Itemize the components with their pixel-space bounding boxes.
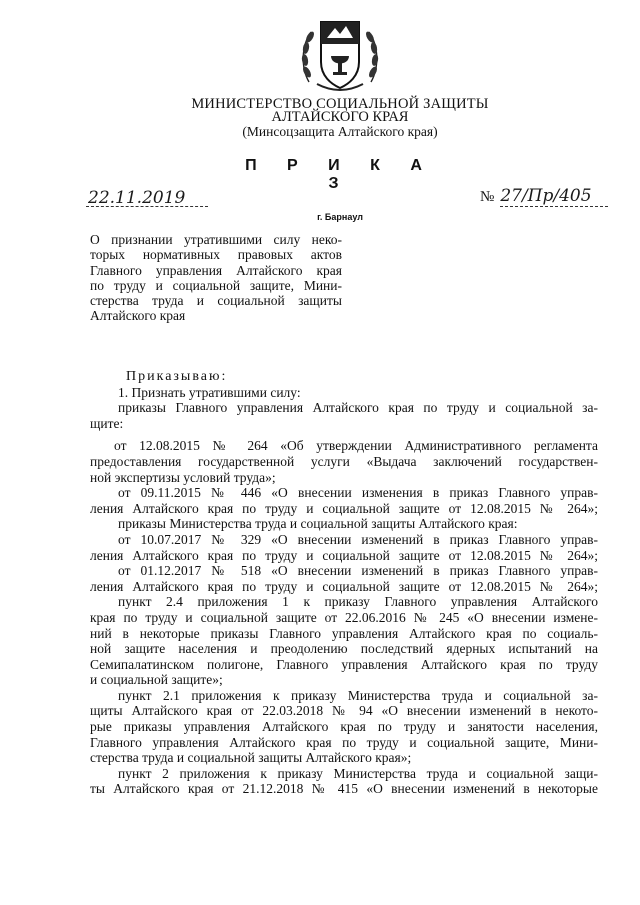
body-line: приказы Главного управления Алтайского края по труду и социальной за- [118,400,598,416]
order-title [90,232,342,324]
handwritten-order-number: 27/Пр/405 [500,186,592,206]
title-line: О признании утратившими силу неко- [90,232,342,247]
title-line: Алтайского края [90,308,186,324]
body-line: ления Алтайского края по труду и социальной защите от 12.08.2015 № 264»; [90,500,598,516]
body-line: края по труду и социальной защите от 22.06.2016 № 245 «О внесении измене- [90,609,598,625]
title-line: стерства труда и социальной защиты [90,293,342,309]
order-body [90,369,598,797]
title-line: Главного управления Алтайского края [90,262,342,278]
number-sign: № [480,189,495,205]
coat-of-arms-emblem [297,12,383,98]
body-line: ления Алтайского края по труду и социальной защите от 12.08.2015 № 264»; [90,547,598,563]
body-line: пункт 2 приложения к приказу Министерства труда и социальной защи- [118,765,598,781]
body-line: ний в некоторые приказы Главного управления Алтайского края по социаль- [90,625,598,641]
body-line: ления Алтайского края по труду и социальной защите от 12.08.2015 № 264»; [90,578,598,594]
body-line: пункт 2.1 приложения к приказу Министерства труда и социальной за- [118,687,598,703]
body-line: приказы Министерства труда и социальной защиты Алтайского края: [118,516,518,532]
title-line: торых нормативных правовых актов [90,247,342,263]
number-underline [500,206,608,207]
body-line: щиты Алтайского края от 22.03.2018 № 94 «О внесении изменений в некото- [90,703,598,719]
ministry-region-line: АЛТАЙСКОГО КРАЯ [271,109,409,125]
body-line: ты Алтайского края от 21.12.2018 № 415 «О внесении изменений в некоторые [90,781,598,797]
body-line: предоставления государственной услуги «Выдача заключений государствен- [90,453,598,469]
date-underline [86,206,208,207]
order-directive: Приказываю: [126,369,228,384]
body-line: от 10.07.2017 № 329 «О внесении изменений в приказ Главного управ- [118,531,598,547]
body-line: Главного управления Алтайского края по труду и социальной защите, Мини- [90,734,598,750]
body-line: от 01.12.2017 № 518 «О внесении изменений в приказ Главного управ- [118,563,598,579]
title-line: по труду и социальной защите, Мини- [90,277,342,293]
order-number-field [480,186,592,206]
body-line: ной защите населения и преодолению последствий ядерных испытаний на [90,641,598,657]
body-line: 1. Признать утратившими силу: [118,384,301,400]
body-line: ной экспертизы условий труда»; [90,469,276,485]
ministry-name-line: МИНИСТЕРСТВО СОЦИАЛЬНОЙ ЗАЩИТЫ [191,96,489,112]
body-line: рые приказы управления Алтайского края по труду и занятости населения, [90,719,598,735]
document-type-heading: П Р И К А З [245,157,435,192]
handwritten-date: 22.11.2019 [88,188,186,208]
body-line: от 09.11.2015 № 446 «О внесении изменения в приказ Главного управ- [118,485,598,501]
body-line: пункт 2.4 приложения 1 к приказу Главного управления Алтайского [118,594,598,610]
body-line: стерства труда и социальной защиты Алтайского края»; [90,750,412,766]
body-line: щите: [90,415,124,431]
ministry-short-name: (Минсоцзащита Алтайского края) [242,124,438,139]
body-line: от 12.08.2015 № 264 «Об утверждении Административного регламента [114,438,598,454]
city-label: г. Барнаул [317,212,363,222]
body-line: Семипалатинском полигоне, Главного управления Алтайского края по труду [90,656,598,672]
body-line: и социальной защите»; [90,672,223,688]
